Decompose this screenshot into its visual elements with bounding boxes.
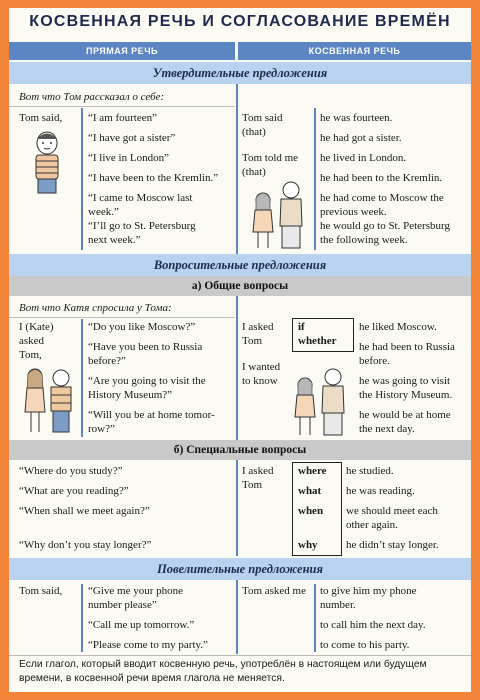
indirect-line: number. — [320, 599, 356, 611]
indirect-line: he was going to visit — [359, 375, 451, 387]
direct-line: “I am fourteen” — [88, 112, 158, 124]
direct-line: “I came to Moscow last — [88, 192, 193, 204]
conjunction-whether: whether — [298, 335, 337, 347]
footnote-line: времени, в косвенной речи время глагола не меняется. — [19, 673, 285, 684]
reporter-label: I asked — [242, 321, 274, 333]
speaker-label: I (Kate) — [19, 321, 54, 333]
special-indirect-line: we should meet each — [346, 505, 438, 517]
speaker-label: Tom, — [19, 349, 42, 361]
special-indirect-line: he didn’t stay longer. — [346, 539, 439, 551]
section-heading-imperative: Повелительные предложения — [9, 558, 471, 580]
footnote — [19, 658, 463, 686]
direct-line: “I’ll go to St. Petersburg — [88, 220, 196, 232]
direct-line: “Give me your phone — [88, 585, 183, 597]
special-direct-line: “Why don’t you stay longer?” — [19, 539, 152, 551]
column-divider — [236, 460, 238, 556]
indirect-line: he had been to Russia — [359, 341, 455, 353]
reporter-label: (that) — [242, 126, 266, 138]
indirect-line: he had come to Moscow the — [320, 192, 444, 204]
poster-sheet — [9, 8, 471, 692]
indirect-line: the following week. — [320, 234, 408, 246]
footnote-line: Если глагол, который вводит косвенную речь, употреблён в настоящем или будущем — [19, 659, 427, 670]
reporter-label: Tom — [242, 335, 263, 347]
indirect-line: to call him the next day. — [320, 619, 426, 631]
indirect-line: he had been to the Kremlin. — [320, 172, 443, 184]
reporter-label: (that) — [242, 166, 266, 178]
special-indirect-line: other again. — [346, 519, 398, 531]
direct-line: “Call me up tomorrow.” — [88, 619, 195, 631]
row-separator — [9, 106, 235, 107]
speaker-label: Tom said, — [19, 585, 63, 597]
direct-line: week.” — [88, 206, 119, 218]
indirect-line: the next day. — [359, 423, 415, 435]
reporter-label: Tom — [242, 479, 263, 491]
question-word: where — [298, 465, 327, 477]
reporter-label: to know — [242, 375, 278, 387]
direct-line: “Please come to my party.” — [88, 639, 208, 651]
question-word: why — [298, 539, 318, 551]
direct-line: “I live in London” — [88, 152, 169, 164]
column-header-indirect: КОСВЕННАЯ РЕЧЬ — [238, 42, 471, 60]
inner-divider — [314, 584, 316, 652]
direct-line: “I have got a sister” — [88, 132, 176, 144]
indirect-line: before. — [359, 355, 390, 367]
reporter-label: Tom said — [242, 112, 283, 124]
indirect-line: he would go to St. Petersburg — [320, 220, 450, 232]
row-separator — [9, 317, 235, 318]
indirect-line: previous week. — [320, 206, 387, 218]
direct-line: “Do you like Moscow?” — [88, 321, 196, 333]
direct-line: number please” — [88, 599, 157, 611]
inner-divider — [314, 108, 316, 250]
boy-illustration — [23, 128, 71, 194]
people-illustration — [289, 365, 351, 437]
reporter-label: I asked — [242, 465, 274, 477]
section-heading-affirmative: Утвердительные предложения — [9, 62, 471, 84]
question-word: when — [298, 505, 324, 517]
indirect-line: he had got a sister. — [320, 132, 402, 144]
intro-text: Вот что Катя спросила у Тома: — [19, 302, 172, 314]
inner-divider — [81, 108, 83, 250]
indirect-line: he lived in London. — [320, 152, 407, 164]
indirect-line: to come to his party. — [320, 639, 410, 651]
intro-text: Вот что Том рассказал о себе: — [19, 91, 165, 103]
conjunction-if: if — [298, 321, 305, 333]
column-header-direct: ПРЯМАЯ РЕЧЬ — [9, 42, 235, 60]
reporter-label: Tom asked me — [242, 585, 306, 597]
kate-and-tom-illustration — [19, 366, 79, 434]
special-indirect-line: he studied. — [346, 465, 394, 477]
section-heading-questions: Вопросительные предложения — [9, 254, 471, 276]
speaker-label: asked — [19, 335, 45, 347]
special-direct-line: “Where do you study?” — [19, 465, 123, 477]
direct-line: “Are you going to visit the — [88, 375, 206, 387]
footer-separator — [9, 655, 471, 656]
reporter-label: I wanted — [242, 361, 281, 373]
column-divider — [236, 84, 238, 254]
special-indirect-line: he was reading. — [346, 485, 415, 497]
inner-divider — [81, 584, 83, 652]
page-title: КОСВЕННАЯ РЕЧЬ И СОГЛАСОВАНИЕ ВРЕМЁН — [29, 13, 451, 30]
indirect-line: the History Museum. — [359, 389, 453, 401]
column-divider — [236, 296, 238, 440]
indirect-line: he was fourteen. — [320, 112, 393, 124]
special-direct-line: “What are you reading?” — [19, 485, 129, 497]
direct-line: “Will you be at home tomor- — [88, 409, 215, 421]
subsection-general-questions: а) Общие вопросы — [9, 276, 471, 296]
reporter-label: Tom told me — [242, 152, 299, 164]
direct-line: next week.” — [88, 234, 141, 246]
indirect-line: he liked Moscow. — [359, 321, 437, 333]
direct-line: before?” — [88, 355, 126, 367]
direct-line: row?” — [88, 423, 115, 435]
people-illustration — [245, 180, 311, 250]
inner-divider — [81, 319, 83, 437]
indirect-line: he would be at home — [359, 409, 451, 421]
direct-line: History Museum?” — [88, 389, 173, 401]
question-word: what — [298, 485, 322, 497]
special-direct-line: “When shall we meet again?” — [19, 505, 150, 517]
column-divider — [236, 580, 238, 654]
indirect-line: to give him my phone — [320, 585, 417, 597]
direct-line: “Have you been to Russia — [88, 341, 203, 353]
subsection-special-questions: б) Специальные вопросы — [9, 440, 471, 460]
speaker-label: Tom said, — [19, 112, 63, 124]
direct-line: “I have been to the Kremlin.” — [88, 172, 219, 184]
